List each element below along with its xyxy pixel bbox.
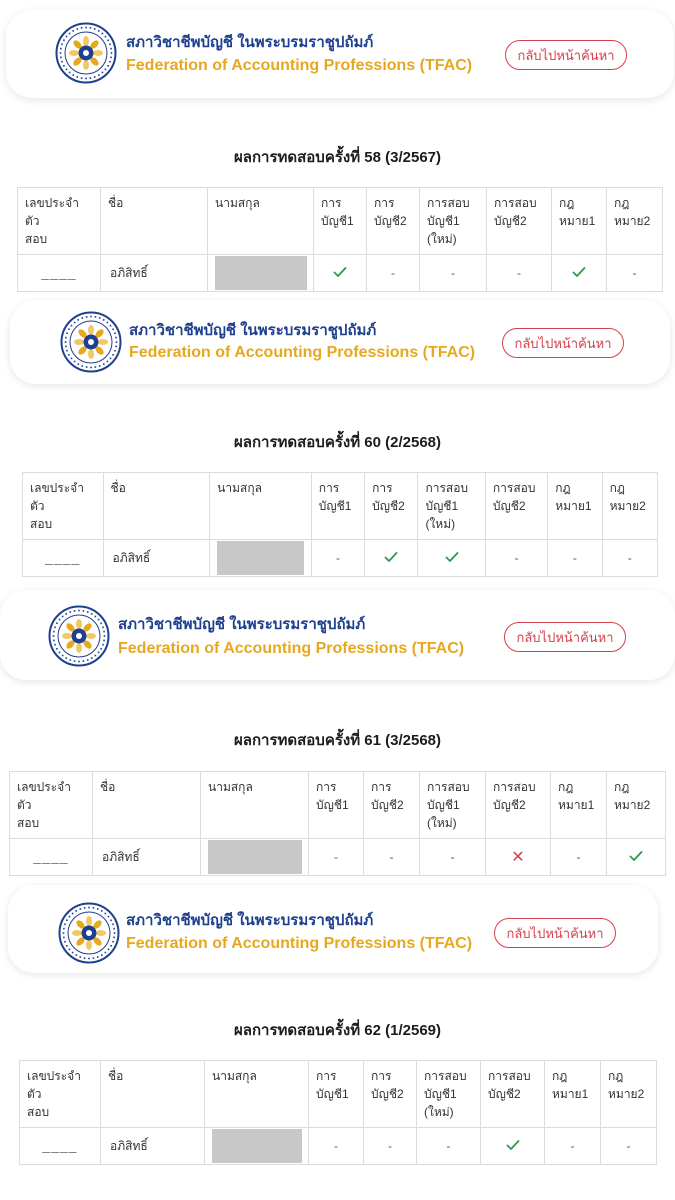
- status-text: -: [446, 1139, 451, 1153]
- column-header-text: บัญชี1: [318, 499, 352, 513]
- column-header-text: การ: [318, 481, 340, 495]
- column-header: [23, 473, 104, 540]
- column-header: [314, 188, 367, 255]
- column-header: [602, 473, 657, 540]
- column-header-text: หมาย1: [558, 798, 595, 812]
- subject-status-cell: [601, 1128, 657, 1165]
- column-header: [208, 188, 314, 255]
- result-title: ผลการทดสอบครั้งที่ 61 (3/2568): [233, 732, 442, 749]
- column-header: [20, 1061, 101, 1128]
- column-header: [545, 1061, 601, 1128]
- column-header: [365, 473, 418, 540]
- column-header: [481, 1061, 545, 1128]
- column-header-text: การสอบ: [493, 780, 536, 794]
- column-header-text: บัญชี2: [374, 214, 407, 228]
- subject-status-cell: [417, 1128, 481, 1165]
- column-header: [420, 772, 486, 839]
- column-header-text: หมาย1: [555, 499, 592, 513]
- org-name-english: Federation of Accounting Professions (TFAC): [126, 935, 473, 952]
- column-header-text: การ: [316, 780, 337, 794]
- column-header-text: หมาย2: [614, 798, 651, 812]
- column-header-text: เลขประจำตัว: [30, 481, 84, 513]
- column-header-text: บัญชี1: [321, 214, 354, 228]
- subject-status-cell: [481, 1128, 545, 1165]
- column-header-text: นามสกุล: [215, 196, 260, 210]
- subject-status-cell: [607, 839, 666, 876]
- column-header-text: หมาย2: [609, 499, 646, 513]
- result-title: ผลการทดสอบครั้งที่ 58 (3/2567): [233, 149, 442, 166]
- subject-status-cell: [545, 1128, 601, 1165]
- tfac-logo: [60, 311, 122, 373]
- subject-status-cell: [551, 839, 607, 876]
- result-table: [17, 187, 663, 292]
- table-header-row: [18, 188, 663, 255]
- back-to-search-button[interactable]: กลับไปหน้าค้นหา: [505, 40, 627, 70]
- status-text: -: [517, 266, 521, 280]
- fail-cross-icon: ✕: [511, 849, 525, 866]
- column-header: [364, 772, 420, 839]
- status-text: -: [514, 551, 519, 565]
- column-header-text: (ใหม่): [427, 816, 457, 830]
- subject-status-cell: [365, 540, 418, 577]
- status-text: -: [576, 850, 581, 864]
- redacted-box: [212, 1129, 302, 1163]
- back-to-search-button[interactable]: กลับไปหน้าค้นหา: [504, 622, 626, 652]
- subject-status-cell: [367, 255, 420, 292]
- column-header-text: การ: [371, 780, 392, 794]
- status-text: -: [632, 266, 637, 280]
- column-header-text: การสอบ: [424, 1069, 467, 1083]
- subject-status-cell: [364, 839, 420, 876]
- column-header: [487, 188, 552, 255]
- result-table: [19, 1060, 657, 1165]
- column-header-text: การสอบ: [488, 1069, 531, 1083]
- column-header-text: หมาย1: [552, 1087, 589, 1101]
- column-header-text: บัญชี2: [371, 1087, 404, 1101]
- column-header-text: ชื่อ: [108, 1069, 124, 1083]
- last-name-cell: [205, 1128, 309, 1165]
- column-header: [485, 473, 547, 540]
- subject-status-cell: [314, 255, 367, 292]
- column-header: [101, 188, 208, 255]
- column-header: [548, 473, 602, 540]
- column-header-text: ชื่อ: [100, 780, 116, 794]
- column-header: [418, 473, 485, 540]
- column-header-text: บัญชี1: [425, 499, 459, 513]
- column-header: [364, 1061, 417, 1128]
- exam-id-masked: ____: [41, 265, 77, 281]
- table-header-row: [23, 473, 658, 540]
- column-header-text: นามสกุล: [212, 1069, 257, 1083]
- column-header-text: การสอบ: [427, 780, 470, 794]
- subject-status-cell: [602, 540, 657, 577]
- first-name-cell: อภิสิทธิ์: [101, 255, 208, 292]
- column-header: [601, 1061, 657, 1128]
- exam-id-cell: [23, 540, 104, 577]
- status-text: -: [334, 850, 338, 864]
- column-header-text: บัญชี1: [316, 798, 349, 812]
- column-header-text: สอบ: [17, 816, 40, 830]
- column-header-text: บัญชี2: [488, 1087, 521, 1101]
- column-header-text: หมาย2: [608, 1087, 645, 1101]
- status-text: -: [389, 850, 394, 864]
- back-to-search-button[interactable]: กลับไปหน้าค้นหา: [502, 328, 624, 358]
- first-name-cell: อภิสิทธิ์: [103, 540, 210, 577]
- subject-status-cell: [420, 255, 487, 292]
- column-header-text: บัญชี2: [371, 798, 404, 812]
- redacted-box: [208, 840, 302, 874]
- column-header-text: กฎ: [555, 481, 571, 495]
- column-header-text: การ: [372, 481, 393, 495]
- column-header-text: ชื่อ: [108, 196, 124, 210]
- status-text: -: [572, 551, 577, 565]
- redacted-box: [217, 541, 304, 575]
- status-text: -: [627, 551, 632, 565]
- subject-status-cell: [418, 540, 485, 577]
- pass-check-icon: [506, 1140, 520, 1154]
- column-header-text: กฎ: [614, 196, 630, 210]
- column-header-text: การ: [316, 1069, 337, 1083]
- column-header: [309, 1061, 364, 1128]
- exam-id-cell: [20, 1128, 101, 1165]
- subject-status-cell: [485, 540, 547, 577]
- table-row: [20, 1128, 657, 1165]
- column-header: [18, 188, 101, 255]
- subject-status-cell: [311, 540, 364, 577]
- subject-status-cell: [548, 540, 602, 577]
- org-name-thai: สภาวิชาชีพบัญชี ในพระบรมราชูปถัมภ์: [126, 912, 374, 929]
- column-header-text: กฎ: [609, 481, 625, 495]
- status-text: -: [391, 266, 395, 280]
- column-header: [201, 772, 309, 839]
- column-header-text: บัญชี1: [427, 798, 460, 812]
- column-header-text: บัญชี1: [427, 214, 460, 228]
- subject-status-cell: [364, 1128, 417, 1165]
- pass-check-icon: [572, 267, 586, 281]
- column-header-text: เลขประจำตัว: [17, 780, 71, 812]
- status-text: -: [334, 1139, 338, 1153]
- result-title: ผลการทดสอบครั้งที่ 60 (2/2568): [233, 434, 442, 451]
- column-header: [367, 188, 420, 255]
- column-header: [420, 188, 487, 255]
- subject-status-cell: [552, 255, 607, 292]
- pass-check-icon: [445, 552, 459, 566]
- exam-id-masked: ____: [42, 1138, 78, 1154]
- status-text: -: [451, 266, 455, 280]
- tfac-logo: [58, 902, 120, 964]
- column-header: [10, 772, 93, 839]
- status-text: -: [335, 551, 340, 565]
- org-name-thai: สภาวิชาชีพบัญชี ในพระบรมราชูปถัมภ์: [129, 322, 377, 339]
- redacted-box: [215, 256, 307, 290]
- column-header-text: บัญชี2: [492, 499, 526, 513]
- tfac-logo: [48, 605, 110, 667]
- column-header-text: บัญชี2: [494, 214, 527, 228]
- exam-id-cell: [18, 255, 101, 292]
- column-header-text: สอบ: [27, 1105, 50, 1119]
- subject-status-cell: [487, 255, 552, 292]
- column-header: [417, 1061, 481, 1128]
- last-name-cell: [210, 540, 312, 577]
- subject-status-cell: [486, 839, 551, 876]
- pass-check-icon: [333, 267, 347, 281]
- column-header-text: นามสกุล: [217, 481, 262, 495]
- column-header-text: ชื่อ: [110, 481, 126, 495]
- column-header-text: กฎ: [608, 1069, 624, 1083]
- column-header-text: การสอบ: [425, 481, 469, 495]
- column-header-text: การ: [374, 196, 395, 210]
- status-text: -: [388, 1139, 392, 1153]
- status-text: -: [450, 850, 455, 864]
- column-header-text: นามสกุล: [208, 780, 253, 794]
- column-header: [551, 772, 607, 839]
- column-header-text: การสอบ: [492, 481, 536, 495]
- column-header: [552, 188, 607, 255]
- result-table: [22, 472, 658, 577]
- org-name-thai: สภาวิชาชีพบัญชี ในพระบรมราชูปถัมภ์: [126, 34, 374, 51]
- column-header-text: เลขประจำตัว: [27, 1069, 81, 1101]
- column-header: [486, 772, 551, 839]
- subject-status-cell: [309, 1128, 364, 1165]
- column-header: [103, 473, 210, 540]
- column-header: [607, 772, 666, 839]
- last-name-cell: [208, 255, 314, 292]
- org-name-english: Federation of Accounting Professions (TFAC): [126, 57, 473, 74]
- column-header: [311, 473, 364, 540]
- table-header-row: [10, 772, 666, 839]
- column-header-text: กฎ: [552, 1069, 568, 1083]
- org-name-english: Federation of Accounting Professions (TFAC): [129, 344, 476, 361]
- column-header-text: การ: [321, 196, 342, 210]
- column-header-text: เลขประจำตัว: [25, 196, 79, 228]
- result-title: ผลการทดสอบครั้งที่ 62 (1/2569): [233, 1022, 442, 1039]
- column-header-text: หมาย1: [559, 214, 596, 228]
- table-row: [18, 255, 663, 292]
- column-header-text: บัญชี2: [493, 798, 526, 812]
- org-name-thai: สภาวิชาชีพบัญชี ในพระบรมราชูปถัมภ์: [118, 616, 366, 633]
- exam-id-masked: ____: [33, 849, 69, 865]
- org-name-english: Federation of Accounting Professions (TFAC): [118, 640, 465, 657]
- result-table: [9, 771, 666, 876]
- last-name-cell: [201, 839, 309, 876]
- column-header-text: (ใหม่): [425, 517, 456, 531]
- exam-id-cell: [10, 839, 93, 876]
- table-row: [10, 839, 666, 876]
- column-header-text: กฎ: [558, 780, 574, 794]
- column-header: [93, 772, 201, 839]
- table-header-row: [20, 1061, 657, 1128]
- first-name-cell: อภิสิทธิ์: [101, 1128, 205, 1165]
- subject-status-cell: [607, 255, 663, 292]
- subject-status-cell: [309, 839, 364, 876]
- table-row: [23, 540, 658, 577]
- column-header-text: กฎ: [559, 196, 575, 210]
- column-header-text: บัญชี2: [372, 499, 405, 513]
- status-text: -: [570, 1139, 575, 1153]
- tfac-logo: [55, 22, 117, 84]
- column-header: [101, 1061, 205, 1128]
- column-header-text: สอบ: [25, 232, 48, 246]
- column-header: [309, 772, 364, 839]
- column-header-text: สอบ: [30, 517, 53, 531]
- status-text: -: [626, 1139, 631, 1153]
- column-header: [607, 188, 663, 255]
- column-header-text: กฎ: [614, 780, 630, 794]
- column-header-text: การ: [371, 1069, 392, 1083]
- exam-id-masked: ____: [45, 550, 81, 566]
- column-header: [205, 1061, 309, 1128]
- column-header-text: (ใหม่): [424, 1105, 454, 1119]
- subject-status-cell: [420, 839, 486, 876]
- column-header-text: (ใหม่): [427, 232, 457, 246]
- column-header-text: บัญชี1: [316, 1087, 349, 1101]
- pass-check-icon: [629, 851, 643, 865]
- column-header: [210, 473, 312, 540]
- pass-check-icon: [384, 552, 398, 566]
- column-header-text: การสอบ: [494, 196, 537, 210]
- back-to-search-button[interactable]: กลับไปหน้าค้นหา: [494, 918, 616, 948]
- column-header-text: การสอบ: [427, 196, 470, 210]
- first-name-cell: อภิสิทธิ์: [93, 839, 201, 876]
- column-header-text: บัญชี1: [424, 1087, 457, 1101]
- column-header-text: หมาย2: [614, 214, 651, 228]
